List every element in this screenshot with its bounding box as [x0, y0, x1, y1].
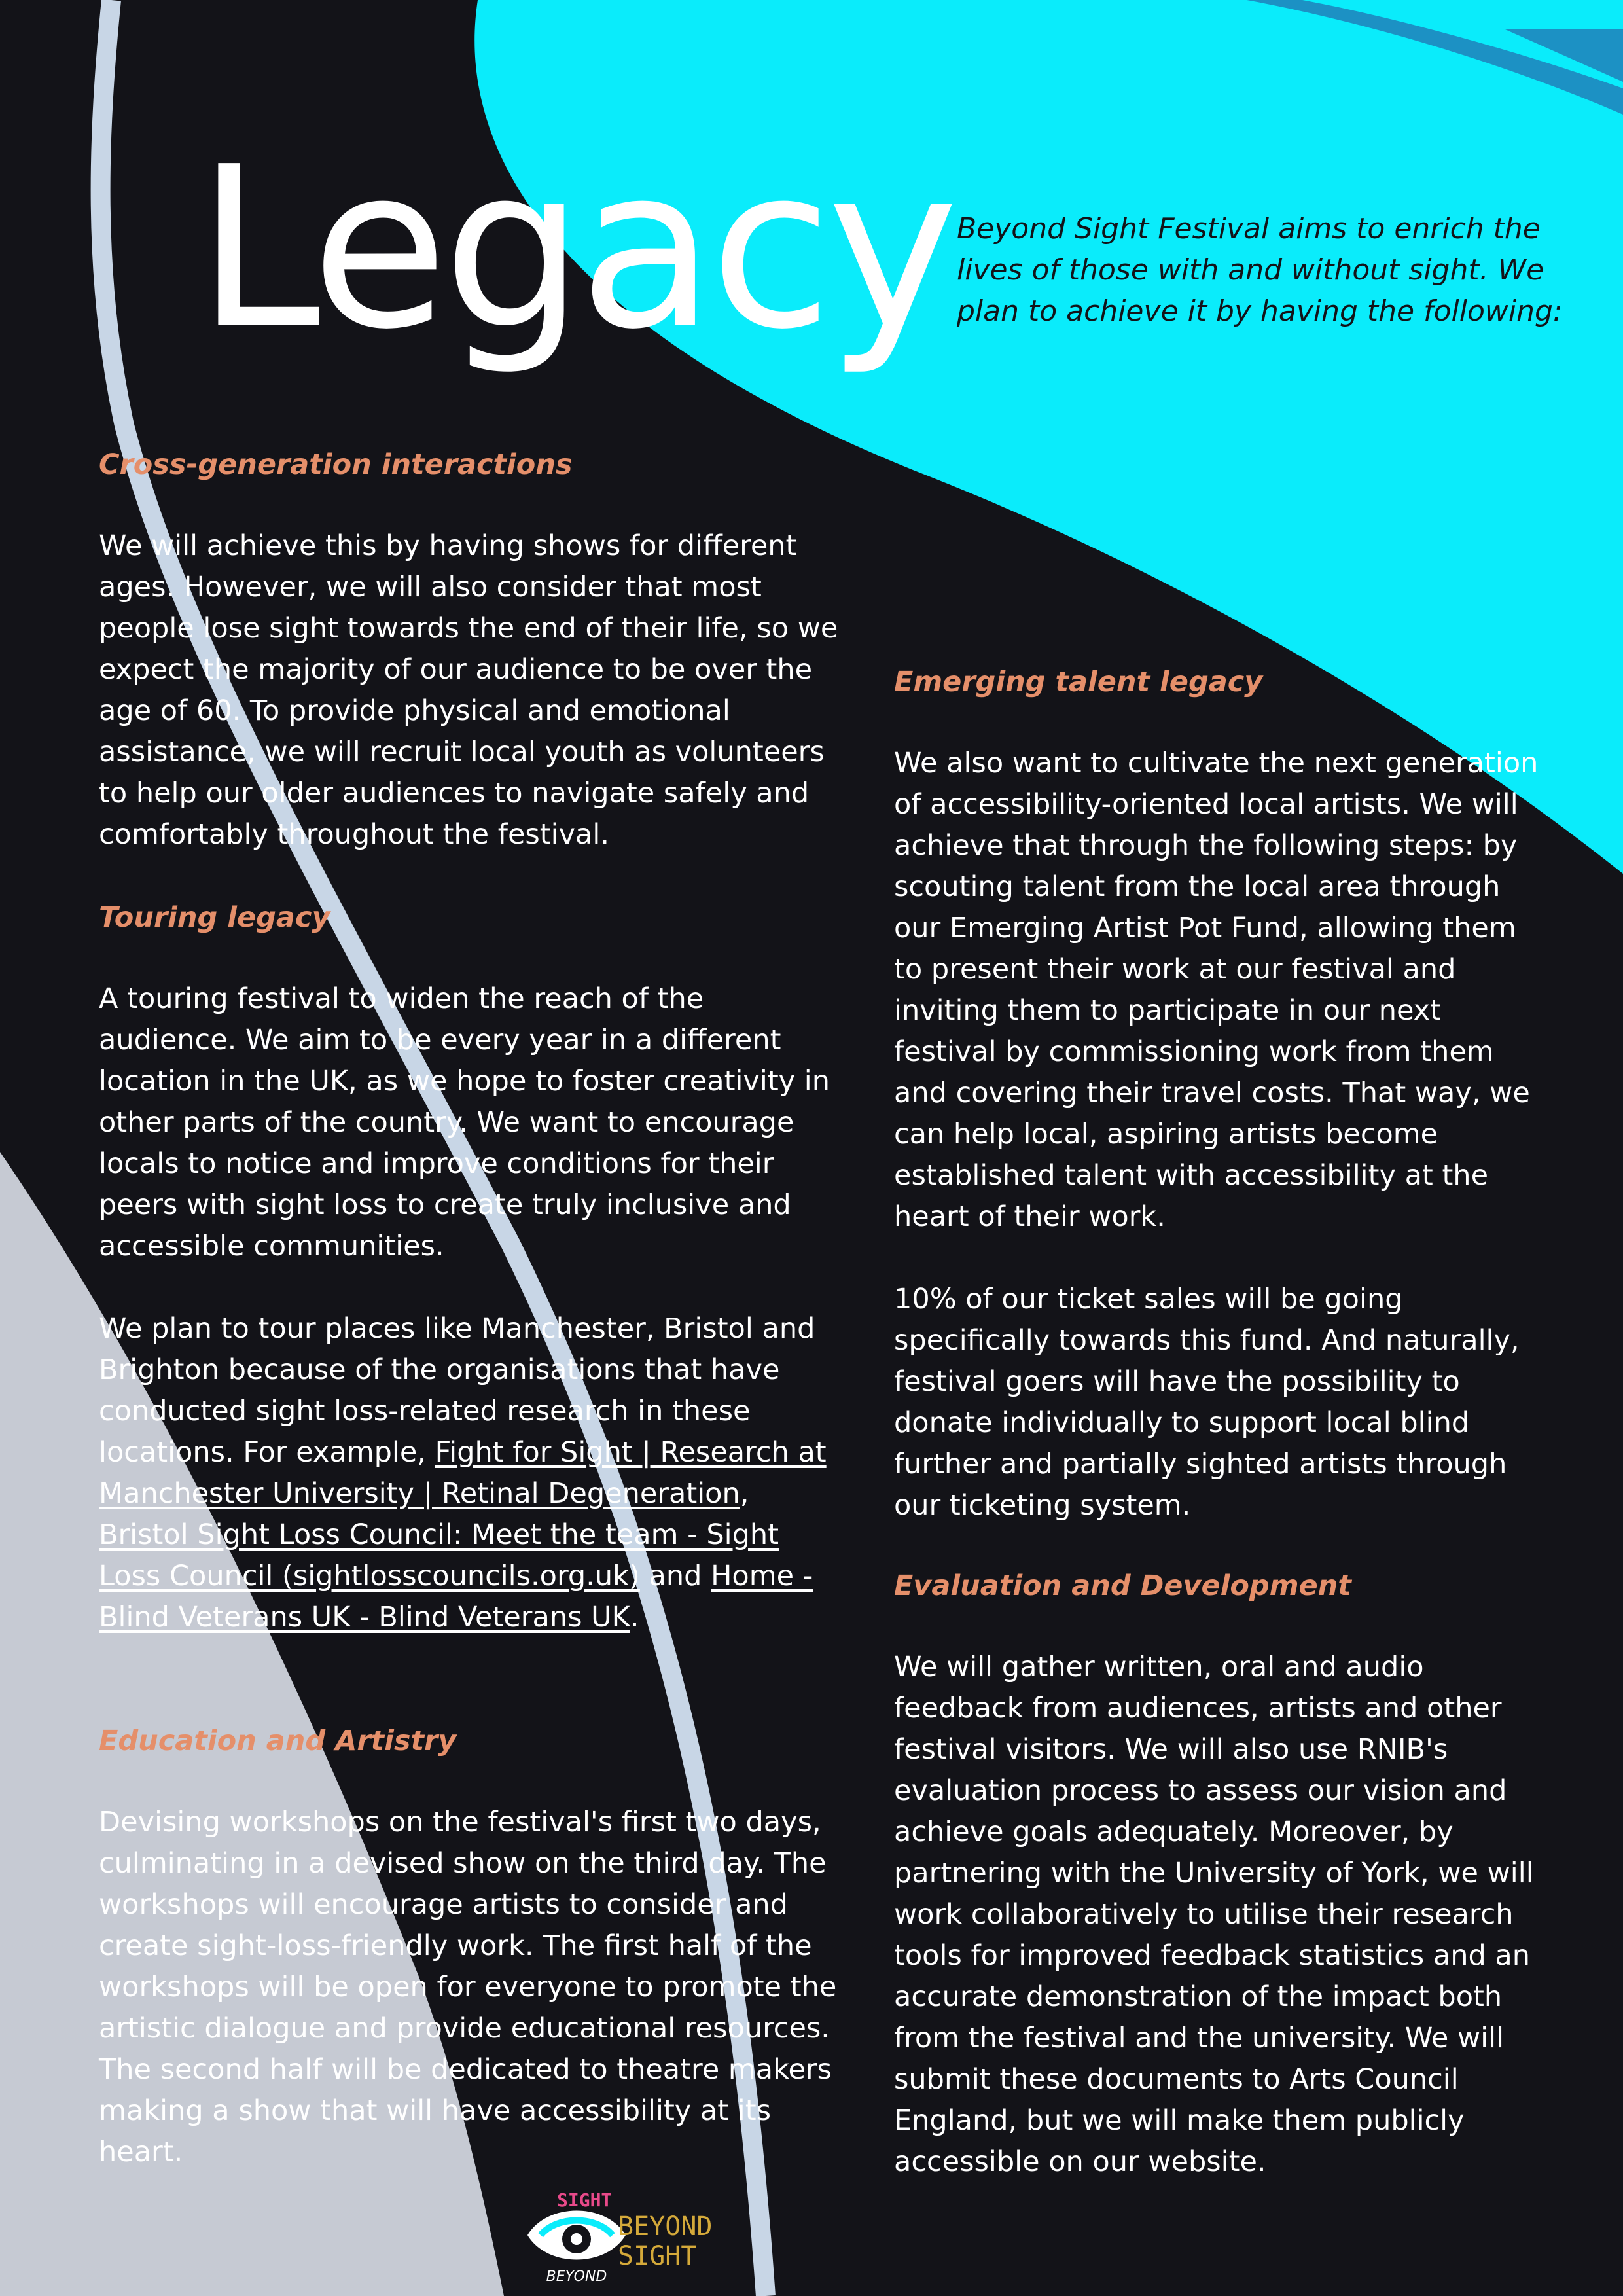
section-body: We also want to cultivate the next generation of accessibility-oriented local artists. We will achieve that through the following steps: by scouting talent from the local area through our Emerging Artist Pot Fund, allowing them to present their work at our festival and inviting them to participate in our next festival by commissioning work from them and covering their travel costs. That way, we can help local, aspiring artists become established talent with accessibility at the heart of their work.	[894, 747, 1539, 1233]
link-fight-for-sight[interactable]: Fight for Sight | Research at Manchester University | Retinal Degeneration	[99, 1436, 827, 1510]
separator-text: ,	[740, 1477, 749, 1510]
beyond-sight-logo	[521, 2183, 743, 2287]
section-body: 10% of our ticket sales will be going specifically towards this fund. And naturally, festival goers will have the possibility to donate individually to support local blind further and partially sighted artists through our ticketing system.	[894, 1283, 1520, 1522]
svg-text:BEYOND: BEYOND	[546, 2269, 607, 2285]
section-touring	[99, 898, 845, 1638]
section-cross-generation	[99, 445, 845, 855]
section-emerging-talent	[894, 662, 1548, 1526]
section-body: We will gather written, oral and audio feedback from audiences, artists and other festival visitors. We will also use RNIB's evaluation process to assess our vision and achieve goals adequately. Moreover, by partnering with the University of York, we will work collaboratively to utilise their research tools for improved feedback statistics and an accurate demonstration of the impact both from the festival and the university. We will submit these documents to Arts Council England, but we will make them publicly accessible on our website.	[894, 1651, 1534, 2178]
body-text: We plan to tour places like Manchester, Bristol and Brighton because of the organisations that have conducted sight loss-related research in these locations. For example,	[99, 1312, 815, 1469]
link-blind-veterans-uk[interactable]: Home - Blind Veterans UK - Blind Veterans UK	[99, 1560, 813, 1634]
svg-text:SIGHT: SIGHT	[557, 2189, 613, 2211]
section-body-links	[99, 1308, 845, 1638]
separator-text: and	[639, 1560, 711, 1592]
eye-emblem-icon	[527, 2189, 626, 2285]
section-heading: Evaluation and Development	[894, 1570, 1351, 1602]
section-heading: Cross-generation interactions	[99, 448, 573, 481]
end-text: .	[630, 1601, 639, 1634]
section-body: Devising workshops on the festival's first two days, culminating in a devised show on the third day. The workshops will encourage artists to consider and create sight-loss-friendly work. The first half of the workshops will be open for everyone to promote the artistic dialogue and provide educational resources. The second half will be dedicated to theatre makers making a show that will have accessibility at its heart.	[99, 1806, 837, 2168]
section-body: We will achieve this by having shows for different ages. However, we will also consider that most people lose sight towards the end of their life, so we expect the majority of our audience to be over the age of 60. To provide physical and emotional assistance, we will recruit local youth as volunteers to help our older audiences to navigate safely and comfortably throughout the festival.	[99, 529, 838, 851]
section-heading: Education and Artistry	[99, 1725, 457, 1757]
section-heading: Touring legacy	[99, 901, 330, 934]
section-heading: Emerging talent legacy	[894, 666, 1263, 698]
page-title: Legacy	[196, 119, 954, 378]
section-education	[99, 1721, 845, 2173]
logo-text-sight: SIGHT	[618, 2241, 697, 2271]
section-body: A touring festival to widen the reach of the audience. We aim to be every year in a different location in the UK, as we hope to foster creativity in other parts of the country. We want to encourage locals to notice and improve conditions for their peers with sight loss to create truly inclusive and accessible communities.	[99, 982, 830, 1263]
intro-text: Beyond Sight Festival aims to enrich the lives of those with and without sight. We plan to achieve it by having the following:	[957, 212, 1563, 328]
logo-text-beyond: BEYOND	[618, 2212, 713, 2242]
link-bristol-sight-loss-council[interactable]: Bristol Sight Loss Council: Meet the team - Sight Loss Council (sightlosscouncils.org.uk)	[99, 1518, 779, 1592]
section-evaluation	[894, 1566, 1548, 2183]
